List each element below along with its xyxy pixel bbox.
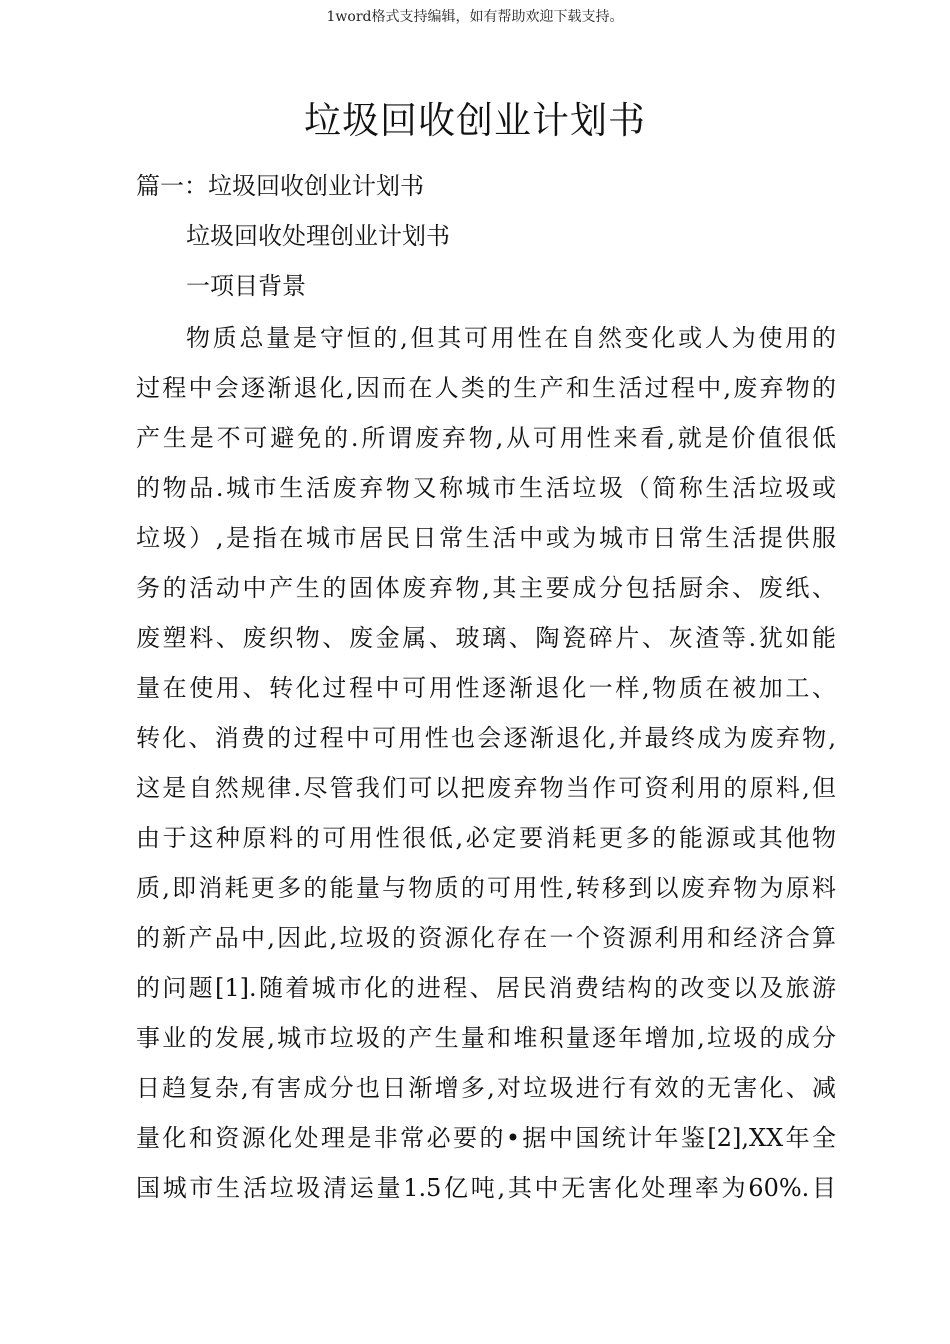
body-line: 国城市生活垃圾清运量1.5亿吨,其中无害化处理率为60%.目 bbox=[136, 1174, 836, 1202]
body-line: 这是自然规律.尽管我们可以把废弃物当作可资利用的原料,但 bbox=[136, 774, 836, 802]
body-line: 质,即消耗更多的能量与物质的可用性,转移到以废弃物为原料 bbox=[136, 874, 836, 902]
sub-heading-background: 一项目背景 bbox=[186, 272, 306, 300]
body-line: 垃圾）,是指在城市居民日常生活中或为城市日常生活提供服 bbox=[136, 524, 836, 552]
body-line: 物质总量是守恒的,但其可用性在自然变化或人为使用的 bbox=[186, 324, 836, 352]
body-line: 日趋复杂,有害成分也日渐增多,对垃圾进行有效的无害化、减 bbox=[136, 1074, 836, 1102]
body-line: 产生是不可避免的.所谓废弃物,从可用性来看,就是价值很低 bbox=[136, 424, 836, 452]
body-line: 事业的发展,城市垃圾的产生量和堆积量逐年增加,垃圾的成分 bbox=[136, 1024, 836, 1052]
body-line: 过程中会逐渐退化,因而在人类的生产和生活过程中,废弃物的 bbox=[136, 374, 836, 402]
body-line: 务的活动中产生的固体废弃物,其主要成分包括厨余、废纸、 bbox=[136, 574, 836, 602]
header-note: 1word格式支持编辑，如有帮助欢迎下载支持。 bbox=[326, 9, 624, 25]
section-heading: 篇一：垃圾回收创业计划书 bbox=[136, 172, 424, 200]
document-title: 垃圾回收创业计划书 bbox=[304, 99, 646, 142]
sub-heading-plan: 垃圾回收处理创业计划书 bbox=[186, 222, 450, 250]
body-line: 量化和资源化处理是非常必要的•据中国统计年鉴[2],XX年全 bbox=[136, 1124, 836, 1152]
body-paragraph bbox=[136, 313, 836, 1213]
body-line: 的物品.城市生活废弃物又称城市生活垃圾（简称生活垃圾或 bbox=[136, 474, 836, 502]
body-line: 的问题[1].随着城市化的进程、居民消费结构的改变以及旅游 bbox=[136, 974, 836, 1002]
body-line: 废塑料、废织物、废金属、玻璃、陶瓷碎片、灰渣等.犹如能 bbox=[136, 624, 836, 652]
body-line: 量在使用、转化过程中可用性逐渐退化一样,物质在被加工、 bbox=[136, 674, 836, 702]
body-line: 的新产品中,因此,垃圾的资源化存在一个资源利用和经济合算 bbox=[136, 924, 836, 952]
body-line: 转化、消费的过程中可用性也会逐渐退化,并最终成为废弃物, bbox=[136, 724, 836, 752]
body-line: 由于这种原料的可用性很低,必定要消耗更多的能源或其他物 bbox=[136, 824, 836, 852]
